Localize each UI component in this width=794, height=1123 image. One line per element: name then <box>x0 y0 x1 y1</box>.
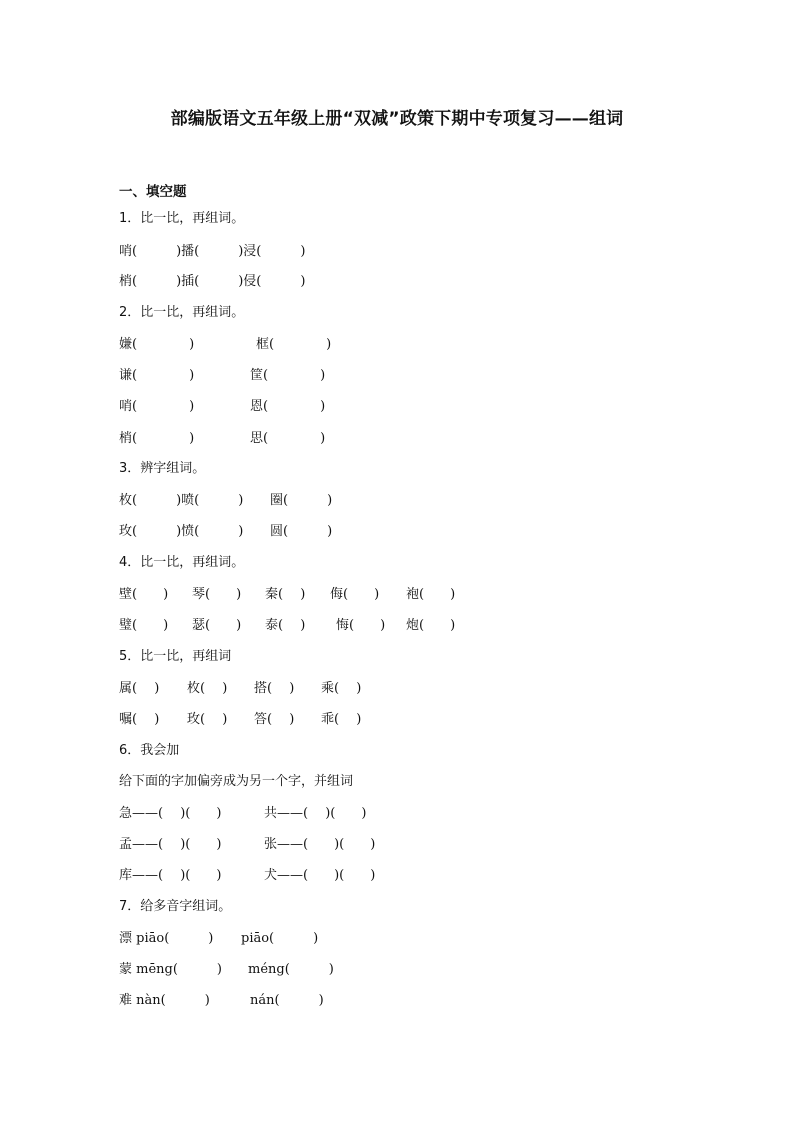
q2-cell: 哨( ) <box>119 399 195 414</box>
q5-cell: 乘( ) <box>321 681 362 696</box>
q5-prompt: 5．比一比，再组词 <box>119 649 232 664</box>
q4-cell: 炮( ) <box>406 618 456 633</box>
q2-cell: 恩( ) <box>250 399 326 414</box>
q3-cell: 枚( )喷( ) <box>119 493 244 508</box>
q4-cell: 琴( ) <box>192 587 242 602</box>
q7-cell: nán( ) <box>250 993 324 1008</box>
q3-cell: 圆( ) <box>270 524 333 539</box>
q2-cell: 谦( ) <box>119 368 195 383</box>
q6-instruction: 给下面的字加偏旁成为另一个字，并组词 <box>119 774 354 789</box>
q4-cell: 侮( ) <box>330 587 380 602</box>
q4-cell: 悔( ) <box>336 618 386 633</box>
q7-cell: 难 nàn( ) <box>119 993 210 1008</box>
q1-row-2: 梢( )插( )侵( ) <box>119 274 306 289</box>
q5-cell: 属( ) <box>119 681 160 696</box>
q6-cell: 急——( )( ) <box>119 806 222 821</box>
q6-cell: 犬——( )( ) <box>264 868 376 883</box>
q6-cell: 库——( )( ) <box>119 868 222 883</box>
q5-cell: 搭( ) <box>254 681 295 696</box>
q3-cell: 圈( ) <box>270 493 333 508</box>
q4-cell: 瑟( ) <box>192 618 242 633</box>
q5-cell: 嘱( ) <box>119 712 160 727</box>
page-title: 部编版语文五年级上册“双减”政策下期中专项复习——组词 <box>170 109 624 129</box>
q3-prompt: 3．辨字组词。 <box>119 461 206 476</box>
section-heading: 一、填空题 <box>119 184 187 200</box>
q2-cell: 框( ) <box>256 337 332 352</box>
q2-cell: 筐( ) <box>250 368 326 383</box>
q6-cell: 共——( )( ) <box>264 806 367 821</box>
q6-prompt: 6．我会加 <box>119 743 180 758</box>
q7-cell: 蒙 mēng( ) <box>119 962 222 977</box>
q7-cell: piāo( ) <box>241 931 319 946</box>
q7-cell: 漂 piāo( ) <box>119 931 214 946</box>
q5-cell: 乖( ) <box>321 712 362 727</box>
q1-prompt: 1．比一比，再组词。 <box>119 211 245 226</box>
q6-cell: 张——( )( ) <box>264 837 376 852</box>
q7-cell: méng( ) <box>248 962 334 977</box>
q2-cell: 嫌( ) <box>119 337 195 352</box>
q4-cell: 袍( ) <box>406 587 456 602</box>
q5-cell: 玫( ) <box>187 712 228 727</box>
q5-cell: 答( ) <box>254 712 295 727</box>
q4-cell: 璧( ) <box>119 618 169 633</box>
q2-prompt: 2．比一比，再组词。 <box>119 305 245 320</box>
q4-prompt: 4．比一比，再组词。 <box>119 555 245 570</box>
q4-cell: 壁( ) <box>119 587 169 602</box>
q2-cell: 思( ) <box>250 431 326 446</box>
q7-prompt: 7．给多音字组词。 <box>119 899 232 914</box>
q5-cell: 枚( ) <box>187 681 228 696</box>
q3-cell: 玫( )愤( ) <box>119 524 244 539</box>
q4-cell: 泰( ) <box>265 618 306 633</box>
q4-cell: 秦( ) <box>265 587 306 602</box>
q2-cell: 梢( ) <box>119 431 195 446</box>
q6-cell: 孟——( )( ) <box>119 837 222 852</box>
q1-row-1: 哨( )播( )浸( ) <box>119 244 306 259</box>
